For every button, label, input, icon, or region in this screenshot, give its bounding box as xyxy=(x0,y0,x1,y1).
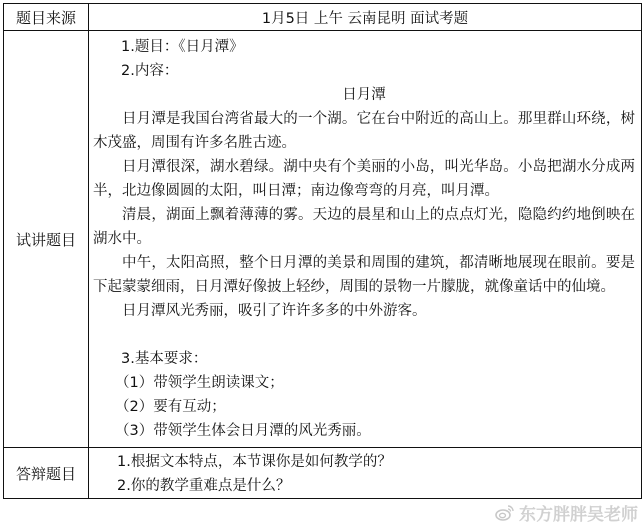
question-item: 1.根据文本特点，本节课你是如何教学的？ xyxy=(117,454,392,470)
question-item: 2.你的教学重难点是什么？ xyxy=(117,478,291,494)
passage-title: 日月潭 xyxy=(342,87,386,103)
paragraph: 日月潭是我国台湾省最大的一个湖。它在台中附近的高山上。那里群山环绕，树木茂盛，周围有许多名胜古迹。 xyxy=(93,111,635,151)
paragraph: 日月潭很深，湖水碧绿。湖中央有个美丽的小岛，叫光华岛。小岛把湖水分成两半，北边像圆圆的太阳，叫日潭；南边像弯弯的月亮，叫月潭。 xyxy=(93,159,635,199)
source-label: 题目来源 xyxy=(4,4,89,31)
requirements-heading: 3.基本要求： xyxy=(121,351,208,367)
lecture-content xyxy=(89,31,642,448)
lecture-label: 试讲题目 xyxy=(4,31,89,448)
defense-content xyxy=(89,448,642,499)
weibo-icon xyxy=(495,504,515,522)
spacer xyxy=(93,323,635,347)
defense-row xyxy=(4,448,642,499)
header-row xyxy=(4,4,642,31)
exam-table xyxy=(3,3,642,499)
paragraph: 日月潭风光秀丽，吸引了许许多多的中外游客。 xyxy=(122,303,427,319)
defense-label: 答辩题目 xyxy=(4,448,89,499)
paragraph: 中午，太阳高照，整个日月潭的美景和周围的建筑，都清晰地展现在眼前。要是下起蒙蒙细雨，日月潭好像披上轻纱，周围的景物一片朦胧，就像童话中的仙境。 xyxy=(93,255,635,295)
content-heading: 2.内容： xyxy=(121,63,179,79)
paragraph: 清晨，湖面上飘着薄薄的雾。天边的晨星和山上的点点灯光，隐隐约约地倒映在湖水中。 xyxy=(93,207,635,247)
lecture-row xyxy=(4,31,642,448)
watermark-text: 东方胖胖吴老师 xyxy=(519,505,638,525)
topic-line: 1.题目：《日月潭》 xyxy=(121,39,244,55)
exam-title: 1月5日 上午 云南昆明 面试考题 xyxy=(89,4,642,31)
requirement-item: （1）带领学生朗读课文； xyxy=(115,375,284,391)
requirement-item: （2）要有互动； xyxy=(115,399,226,415)
requirement-item: （3）带领学生体会日月潭的风光秀丽。 xyxy=(115,423,371,439)
watermark xyxy=(495,500,638,525)
